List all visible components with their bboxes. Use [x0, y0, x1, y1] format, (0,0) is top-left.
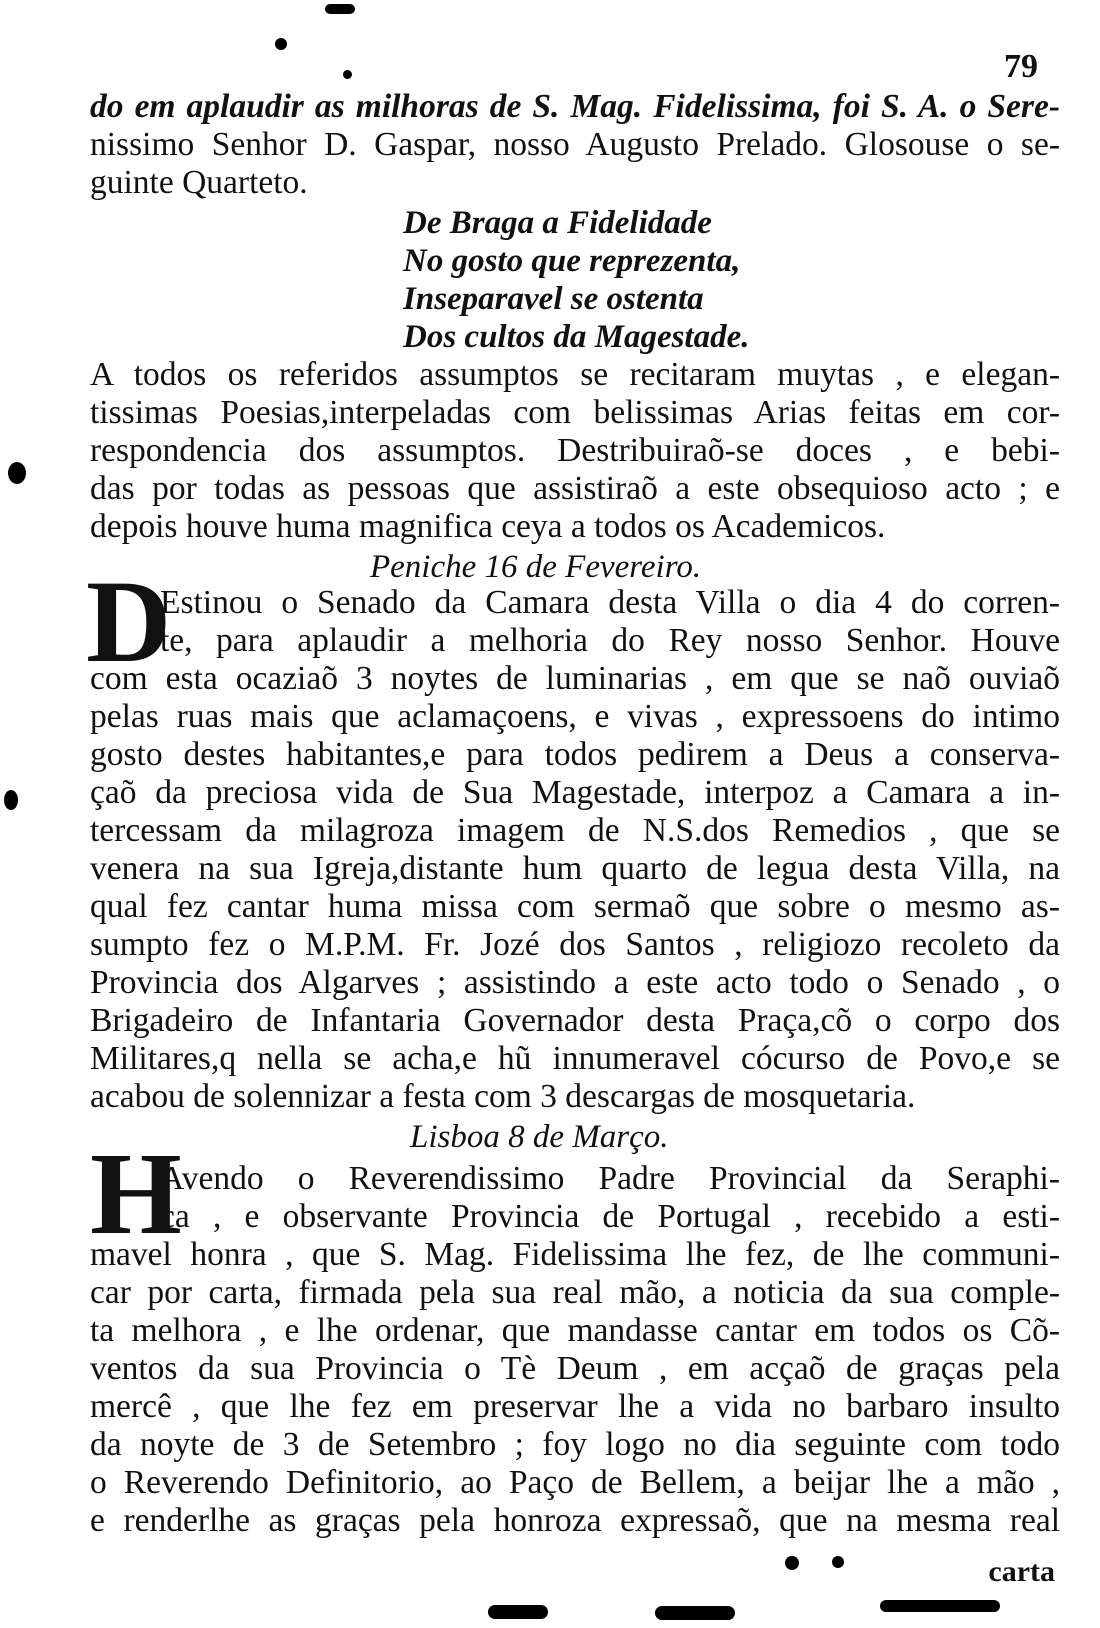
catchword: carta [988, 1555, 1055, 1588]
ink-speck [880, 1600, 1000, 1612]
text-line: tercessam da milagroza imagem de N.S.dos Remedios , que se [90, 812, 1060, 849]
dateline: Peniche 16 de Fevereiro. [370, 549, 702, 585]
ink-speck [325, 4, 355, 14]
text-line: venera na sua Igreja,distante hum quarto de legua desta Villa, na [90, 850, 1060, 887]
text-line: mercê , que lhe fez em preservar lhe a vida no barbaro insulto [90, 1388, 1060, 1425]
ink-speck [785, 1556, 799, 1570]
ink-speck [488, 1605, 548, 1619]
text-line: nissimo Senhor D. Gaspar, nosso Augusto Prelado. Glosouse o se- [90, 126, 1060, 163]
text-line: A todos os referidos assumptos se recitaram muytas , e elegan- [90, 356, 1060, 393]
text-line: das por todas as pessoas que assistiraõ a este obsequioso acto ; e [90, 470, 1060, 507]
page-number: 79 [1004, 48, 1038, 85]
text-line: tissimas Poesias,interpeladas com belissimas Arias feitas em cor- [90, 394, 1060, 431]
text-line: acabou de solennizar a festa com 3 descargas de mosquetaria. [90, 1078, 916, 1115]
verse-line: De Braga a Fidelidade [403, 205, 712, 241]
text-line: do em aplaudir as milhoras de S. Mag. Fidelissima, foi S. A. o Sere- [90, 88, 1060, 125]
text-line: respondencia dos assumptos. Destribuiraõ-se doces , e bebi- [90, 432, 1060, 469]
text-line: mavel honra , que S. Mag. Fidelissima lhe fez, de lhe communi- [90, 1236, 1060, 1273]
ink-speck [275, 38, 287, 50]
text-line: depois houve huma magnifica ceya a todos os Academicos. [90, 508, 886, 545]
ink-speck [8, 462, 26, 484]
text-line: com esta ocaziaõ 3 noytes de luminarias , em que se naõ ouviaõ [90, 660, 1060, 697]
drop-cap: H [90, 1128, 182, 1259]
ink-speck [4, 790, 18, 810]
text-line: e renderlhe as graças pela honroza expressaõ, que na mesma real [90, 1502, 1060, 1539]
text-line: guinte Quarteto. [90, 164, 308, 201]
text-line: pelas ruas mais que aclamaçoens, e vivas , expressoens do intimo [90, 698, 1060, 735]
text-line: te, para aplaudir a melhoria do Rey nosso Senhor. Houve [160, 622, 1060, 659]
ink-speck [343, 70, 352, 79]
text-line: Estinou o Senado da Camara desta Villa o dia 4 do corren- [160, 584, 1060, 621]
text-line: gosto destes habitantes,e para todos pedirem a Deus a conserva- [90, 736, 1060, 773]
text-line: qual fez cantar huma missa com sermaõ que sobre o mesmo as- [90, 888, 1060, 925]
text-line: sumpto fez o M.P.M. Fr. Jozé dos Santos , religiozo recoleto da [90, 926, 1060, 963]
text-line: Provincia dos Algarves ; assistindo a este acto todo o Senado , o [90, 964, 1060, 1001]
text-line: ventos da sua Provincia o Tè Deum , em acçaõ de graças pela [90, 1350, 1060, 1387]
ink-speck [655, 1606, 735, 1620]
verse-line: Dos cultos da Magestade. [403, 319, 750, 355]
text-line: o Reverendo Definitorio, ao Paço de Bellem, a beijar lhe a mão , [90, 1464, 1060, 1501]
text-line: Brigadeiro de Infantaria Governador desta Praça,cõ o corpo dos [90, 1002, 1060, 1039]
text-line: çaõ da preciosa vida de Sua Magestade, interpoz a Camara a in- [90, 774, 1060, 811]
text-line: da noyte de 3 de Setembro ; foy logo no dia seguinte com todo [90, 1426, 1060, 1463]
dateline: Lisboa 8 de Março. [410, 1119, 669, 1155]
text-line: Avendo o Reverendissimo Padre Provincial da Seraphi- [160, 1160, 1060, 1197]
text-line: ta melhora , e lhe ordenar, que mandasse cantar em todos os Cõ- [90, 1312, 1060, 1349]
verse-line: No gosto que reprezenta, [403, 243, 741, 279]
drop-cap: D [86, 556, 172, 687]
text-line: ca , e observante Provincia de Portugal , recebido a esti- [160, 1198, 1060, 1235]
verse-line: Inseparavel se ostenta [403, 281, 704, 317]
text-line: car por carta, firmada pela sua real mão, a noticia da sua comple- [90, 1274, 1060, 1311]
text-line: Militares,q nella se acha,e hũ innumeravel cócurso de Povo,e se [90, 1040, 1060, 1077]
ink-speck [832, 1556, 844, 1568]
